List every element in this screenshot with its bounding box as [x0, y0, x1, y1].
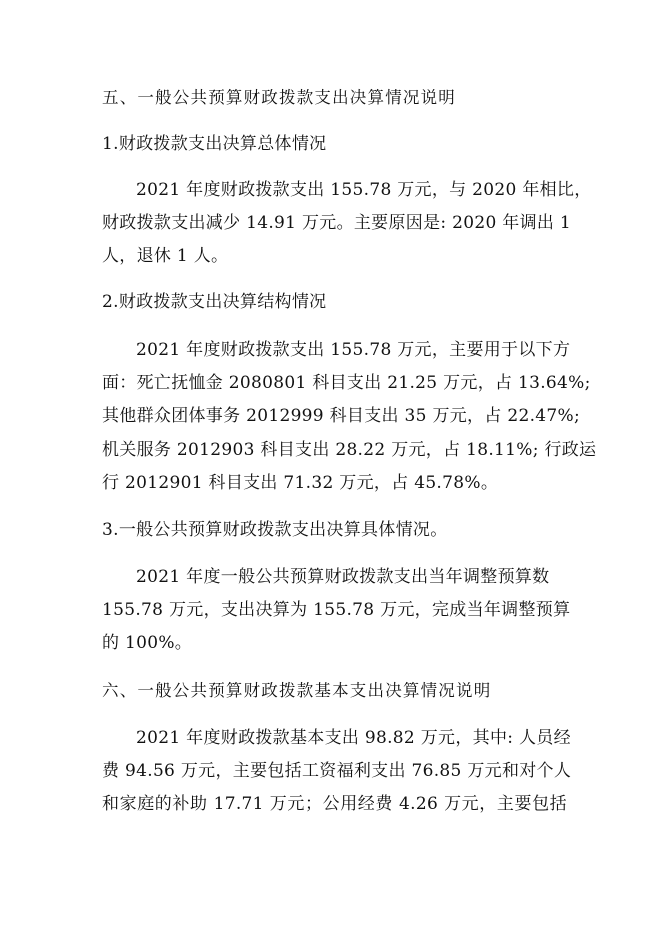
sub3-line-1: 2021 年度一般公共预算财政拨款支出当年调整预算数 [136, 567, 550, 587]
sub3-title: 3.一般公共预算财政拨款支出决算具体情况。 [102, 520, 448, 540]
section6-heading: 六、一般公共预算财政拨款基本支出决算情况说明 [102, 681, 492, 700]
sub3-line-2: 155.78 万元，支出决算为 155.78 万元，完成当年调整预算 [102, 600, 571, 620]
sub2-line-4: 机关服务 2012903 科目支出 28.22 万元，占 18.11%; 行政运 [102, 440, 597, 460]
section6-line-1: 2021 年度财政拨款基本支出 98.82 万元，其中: 人员经 [136, 728, 571, 748]
section6-line-3: 和家庭的补助 17.71 万元；公用经费 4.26 万元，主要包括 [102, 794, 567, 814]
section5-heading: 五、一般公共预算财政拨款支出决算情况说明 [102, 88, 456, 107]
sub2-line-5: 行 2012901 科目支出 71.32 万元，占 45.78%。 [102, 473, 499, 493]
sub1-title: 1.财政拨款支出决算总体情况 [102, 134, 327, 154]
sub2-line-2: 面：死亡抚恤金 2080801 科目支出 21.25 万元，占 13.64%; [102, 373, 591, 393]
sub2-line-3: 其他群众团体事务 2012999 科目支出 35 万元，占 22.47%; [102, 406, 581, 426]
sub1-line-1: 2021 年度财政拨款支出 155.78 万元，与 2020 年相比， [136, 180, 592, 200]
sub1-line-3: 人，退休 1 人。 [102, 246, 229, 266]
sub1-line-2: 财政拨款支出减少 14.91 万元。主要原因是: 2020 年调出 1 [102, 213, 571, 233]
sub3-line-3: 的 100%。 [102, 633, 193, 653]
sub2-title: 2.财政拨款支出决算结构情况 [102, 292, 327, 312]
section6-line-2: 费 94.56 万元，主要包括工资福利支出 76.85 万元和对个人 [102, 761, 572, 781]
sub2-line-1: 2021 年度财政拨款支出 155.78 万元，主要用于以下方 [136, 340, 571, 360]
